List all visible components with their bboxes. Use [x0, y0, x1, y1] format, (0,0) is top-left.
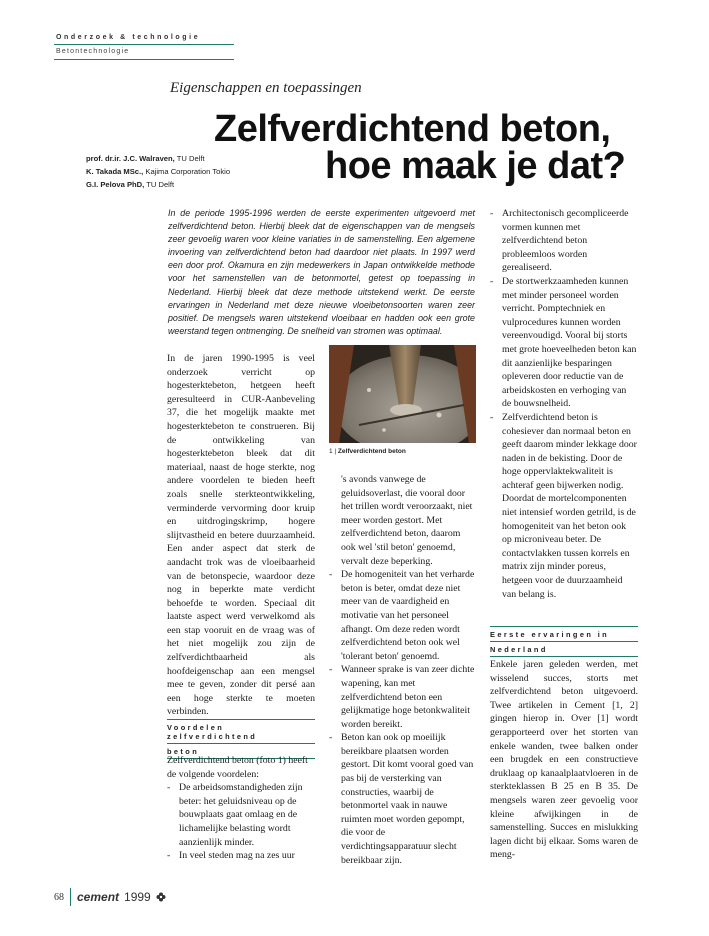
- page-number: 68: [54, 891, 64, 903]
- flower-icon: [156, 892, 166, 902]
- footer-divider: [70, 888, 71, 906]
- list-item: - Wanneer sprake is van zeer dichte wapening, kan met zelfverdichtend beton een gelijkmatige hoge betonkwaliteit worden bereikt.: [329, 663, 477, 731]
- list-continuation: 's avonds vanwege de geluidsoverlast, die vooral door het trillen wordt veroorzaakt, niet meer worden gestort. Met zelfverdichtend beton, daarom ook wel 'stil beton' genoemd, vervalt deze beperking.: [341, 474, 473, 567]
- author-name: prof. dr.ir. J.C. Walraven,: [86, 154, 175, 163]
- list-item: - De stortwerkzaamheden kunnen met minder personeel worden verricht. Pomptechniek en vulprocedures kunnen worden vereenvoudigd. Vooral bij storts met grote hoeveelheden beton kan dit aanzienlijke besparingen opleveren door reductie van de arbeidskosten en verhoging van de bouwsnelheid.: [490, 275, 638, 411]
- body-column-1: In de jaren 1990-1995 is veel onderzoek verricht op hogesterktebeton, hetgeen heeft geresulteerd in CUR-Aanbeveling 37, die het mogelijk maakte met hogesterktebeton te construeren. Bij de ontwikkeling van hogesterktebeton bleek dat dit materiaal, naast de hoge sterkte, nog andere voordelen te bieden heeft zoals snelle sterkteontwikkeling, verminderde vervorming door kruip en uitdrogingskrimp, hogere slijtvastheid en betere duurzaamheid. Een ander aspect dat sterk de aandacht trok was de vloeibaarheid van de betonspecie, waardoor deze nog in beperkte mate verdicht behoefde te worden. Speciaal dit laatste aspect werd verwelkomd als een stap vooruit en de vraag was of het niet mogelijk zou zijn de zelfverdichtbaarheid als hoofdeigenschap aan een mengsel mee te geven, zonder dit persé aan een hoge sterkte te moeten verbinden.: [167, 353, 315, 718]
- heading-line-2: beton: [167, 747, 200, 756]
- list-item: - De homogeniteit van het verharde beton is beter, omdat deze niet meer van de vaardigheid en motivatie van het personeel afhangt. Om deze reden wordt zelfverdichtend beton ook wel 'tolerant beton' genoemd.: [329, 568, 477, 663]
- voordelen-list-cont-2: [490, 207, 638, 601]
- header-rule-top: [54, 44, 234, 45]
- article-intro: In de periode 1995-1996 werden de eerste experimenten uitgevoerd met zelfverdichtend beton. Hierbij bleek dat de eigenschappen van de mengsels zeer gevoelig waren voor kleine variaties in de samenstelling. Een algemene invoering van zelfverdichtend beton had daardoor niet plaats. In 1997 werd een door prof. Okamura en zijn medewerkers in Japan ontwikkelde methode voor het samenstellen van de betonmortel, getest op toepassing in Nederland. Hierbij bleek dat deze methode uitstekend werkt. De eerste ervaringen in Nederland met deze nieuwe vloeibetonsoorten waren zeer positief. De mengsels waren uitstekend vloeibaar en hadden ook een grote weerstand tegen ontmenging. De snelheid van stromen was optimaal.: [168, 208, 475, 336]
- list-item: - In veel steden mag na zes uur: [167, 849, 315, 863]
- author-name: K. Takada MSc.,: [86, 167, 144, 176]
- heading-ervaringen: [490, 626, 638, 657]
- caption-text: Zelfverdichtend beton: [337, 448, 406, 455]
- magazine-name: cement: [77, 890, 120, 904]
- caption-number: 1 |: [329, 448, 337, 455]
- author-affiliation: Kajima Corporation Tokio: [143, 167, 231, 176]
- author-1: [86, 152, 230, 165]
- list-item: - Architectonisch gecompliceerde vormen kunnen met zelfverdichtend beton probleemloos worden gerealiseerd.: [490, 207, 638, 275]
- section-label: Onderzoek & technologie: [56, 34, 201, 41]
- heading-line-2: Nederland: [490, 645, 548, 654]
- header-rule-bottom: [54, 59, 234, 60]
- author-3: [86, 178, 230, 191]
- author-2: [86, 165, 230, 178]
- body-column-3: [490, 207, 638, 601]
- body-column-4: Enkele jaren geleden werden, met wisselend succes, storts met zelfverdichtend beton uitgevoerd. Twee artikelen in Cement [1, 2] gingen hierop in. Over [1] wordt gerapporteerd over het storten van enkele wanden, twee balken onder een brugdek en een constructieve druklaag op kanaalplaatvloeren in de sterkteklassen B 25 en B 35. De mengsels waren zeer gevoelig voor kleine afwijkingen in de samenstelling. Succes en mislukking lagen dicht bij elkaar. Soms waren de meng-: [490, 659, 638, 861]
- article-title-line2: hoe maak je dat?: [325, 145, 626, 187]
- article-title-line1: Zelfverdichtend beton,: [214, 108, 611, 150]
- photo-caption: [329, 448, 406, 455]
- heading-line-1: Voordelen zelfverdichtend: [167, 723, 258, 741]
- list-item: - Zelfverdichtend beton is cohesiever dan normaal beton en geeft daarom minder lekkage door naden in de bekisting. Door de hoge oppervlaktekwaliteit is achteraf geen bijwerken nodig. Doordat de mortelcomponenten niet intensief worden getrild, is de homogeniteit van het beton ook op microniveau beter. De contactvlakken tussen korrels en matrix zijn minder poreus, hetgeen voor de duurzaamheid van belang is.: [490, 411, 638, 601]
- heading-rule: [490, 656, 638, 657]
- photo-image: [329, 345, 476, 443]
- author-affiliation: TU Delft: [144, 180, 175, 189]
- heading-voordelen: [167, 719, 315, 759]
- page-footer: [54, 888, 166, 906]
- heading-line-1: Eerste ervaringen in: [490, 630, 610, 639]
- magazine-year: 1999: [124, 890, 151, 904]
- voordelen-intro: Zelfverdichtend beton (foto 1) heeft de volgende voordelen:: [167, 755, 308, 780]
- voordelen-list-cont: [329, 568, 477, 867]
- author-affiliation: TU Delft: [174, 154, 205, 163]
- subsection-label: Betontechnologie: [56, 48, 130, 55]
- voordelen-list: [167, 781, 315, 863]
- list-item: - Beton kan ook op moeilijk bereikbare plaatsen worden gestort. Dit komt vooral goed van pas bij de versterking van constructies, waarbij de betonmortel vaak in nauwe ruimten moet worden gepompt, die voor de verdichtingsapparatuur slecht bereikbaar zijn.: [329, 731, 477, 867]
- author-list: [86, 152, 230, 191]
- body-column-2: [329, 473, 477, 867]
- voordelen-section: [167, 754, 315, 863]
- article-kicker: Eigenschappen en toepassingen: [170, 80, 362, 96]
- list-item: - De arbeidsomstandigheden zijn beter: het geluidsniveau op de bouwplaats gaat omlaag en de lichamelijke belasting wordt aanzienlijk minder.: [167, 781, 315, 849]
- photo-concrete-pour: [329, 345, 476, 443]
- author-name: G.I. Pelova PhD,: [86, 180, 145, 189]
